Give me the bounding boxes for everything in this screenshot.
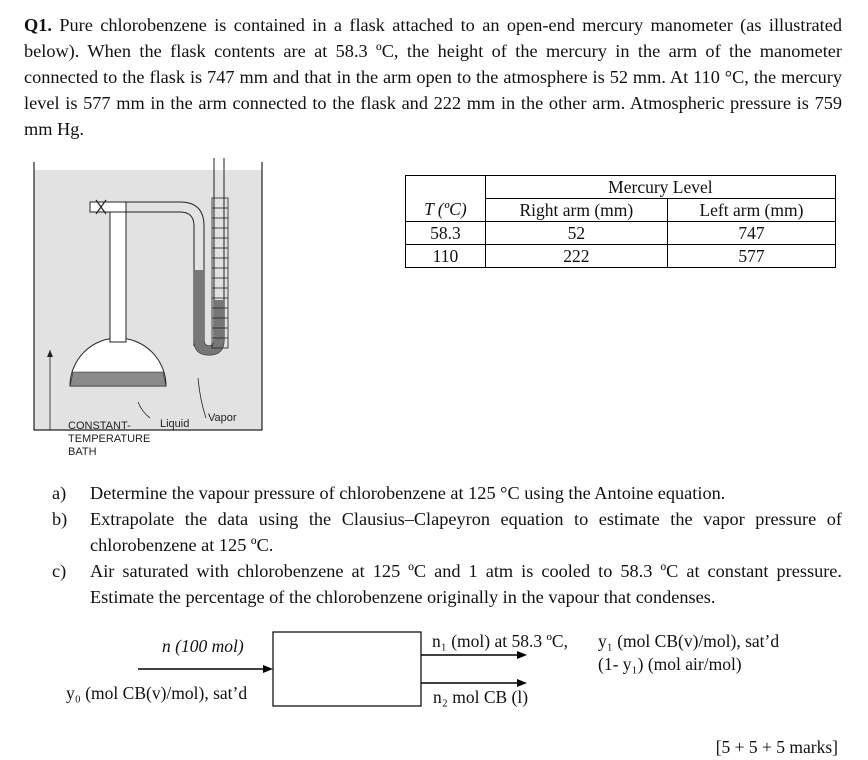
table-row: 58.3 52 747 <box>406 222 836 245</box>
gas-out-composition-2: (1- y₁) (mol air/mol) <box>598 654 742 674</box>
condenser-box <box>273 632 421 706</box>
liquid-label: Liquid <box>160 418 190 430</box>
manometer-apparatus-diagram <box>30 150 280 470</box>
table-group-header: Mercury Level <box>485 176 835 199</box>
bath-label-line-1: CONSTANT- <box>68 420 131 432</box>
header-temperature: T (ºC) <box>406 199 486 222</box>
table-row: 110 222 577 <box>406 245 836 268</box>
question-text: Pure chlorobenzene is contained in a flask attached to an open-end mercury manometer (as illustrated below). When the flask contents are at 58.3 ºC, the height of the mercury in the arm of the manometer connected to the flask is 747 mm and that in the arm open to the atmosphere is 52 mm. At 110 °C, the mercury level is 577 mm in the arm connected to the flask and 222 mm in the other arm. Atmospheric pressure is 759 mm Hg. <box>24 15 842 139</box>
question-number: Q1. <box>24 15 52 35</box>
bath-label <box>68 420 150 459</box>
mercury-level-table <box>405 175 836 268</box>
bath-label-line-3: BATH <box>68 446 97 458</box>
valve-pipe <box>90 202 126 212</box>
gas-out-composition-1: y₁ (mol CB(v)/mol), sat’d <box>598 631 780 651</box>
feed-amount: n (100 mol) <box>162 636 244 656</box>
process-flow-diagram <box>0 620 868 720</box>
vapor-label: Vapor <box>208 412 237 424</box>
question-paragraph <box>24 12 842 142</box>
part-c: c) Air saturated with chlorobenzene at 125 ºC and 1 atm is cooled to 58.3 ºC at constant pressure. Estimate the percentage of the chlorobenzene originally in the vapour that condenses. <box>52 561 842 607</box>
part-b: b) Extrapolate the data using the Clausius–Clapeyron equation to estimate the vapor pressure of chlorobenzene at 125 ºC. <box>52 509 842 555</box>
flask-neck <box>110 212 126 342</box>
question-parts <box>52 480 842 610</box>
liquid-out: n₂ mol CB (l) <box>433 687 529 707</box>
flask-liquid <box>70 372 166 386</box>
gas-out-amount: n₁ (mol) at 58.3 ºC, <box>432 631 568 651</box>
marks-allocation: [5 + 5 + 5 marks] <box>715 737 838 757</box>
header-right-arm: Right arm (mm) <box>485 199 667 222</box>
part-a: a) Determine the vapour pressure of chlorobenzene at 125 °C using the Antoine equation. <box>52 483 726 503</box>
bath-label-line-2: TEMPERATURE <box>68 433 151 445</box>
feed-composition: y₀ (mol CB(v)/mol), sat’d <box>66 683 248 703</box>
header-left-arm: Left arm (mm) <box>667 199 835 222</box>
